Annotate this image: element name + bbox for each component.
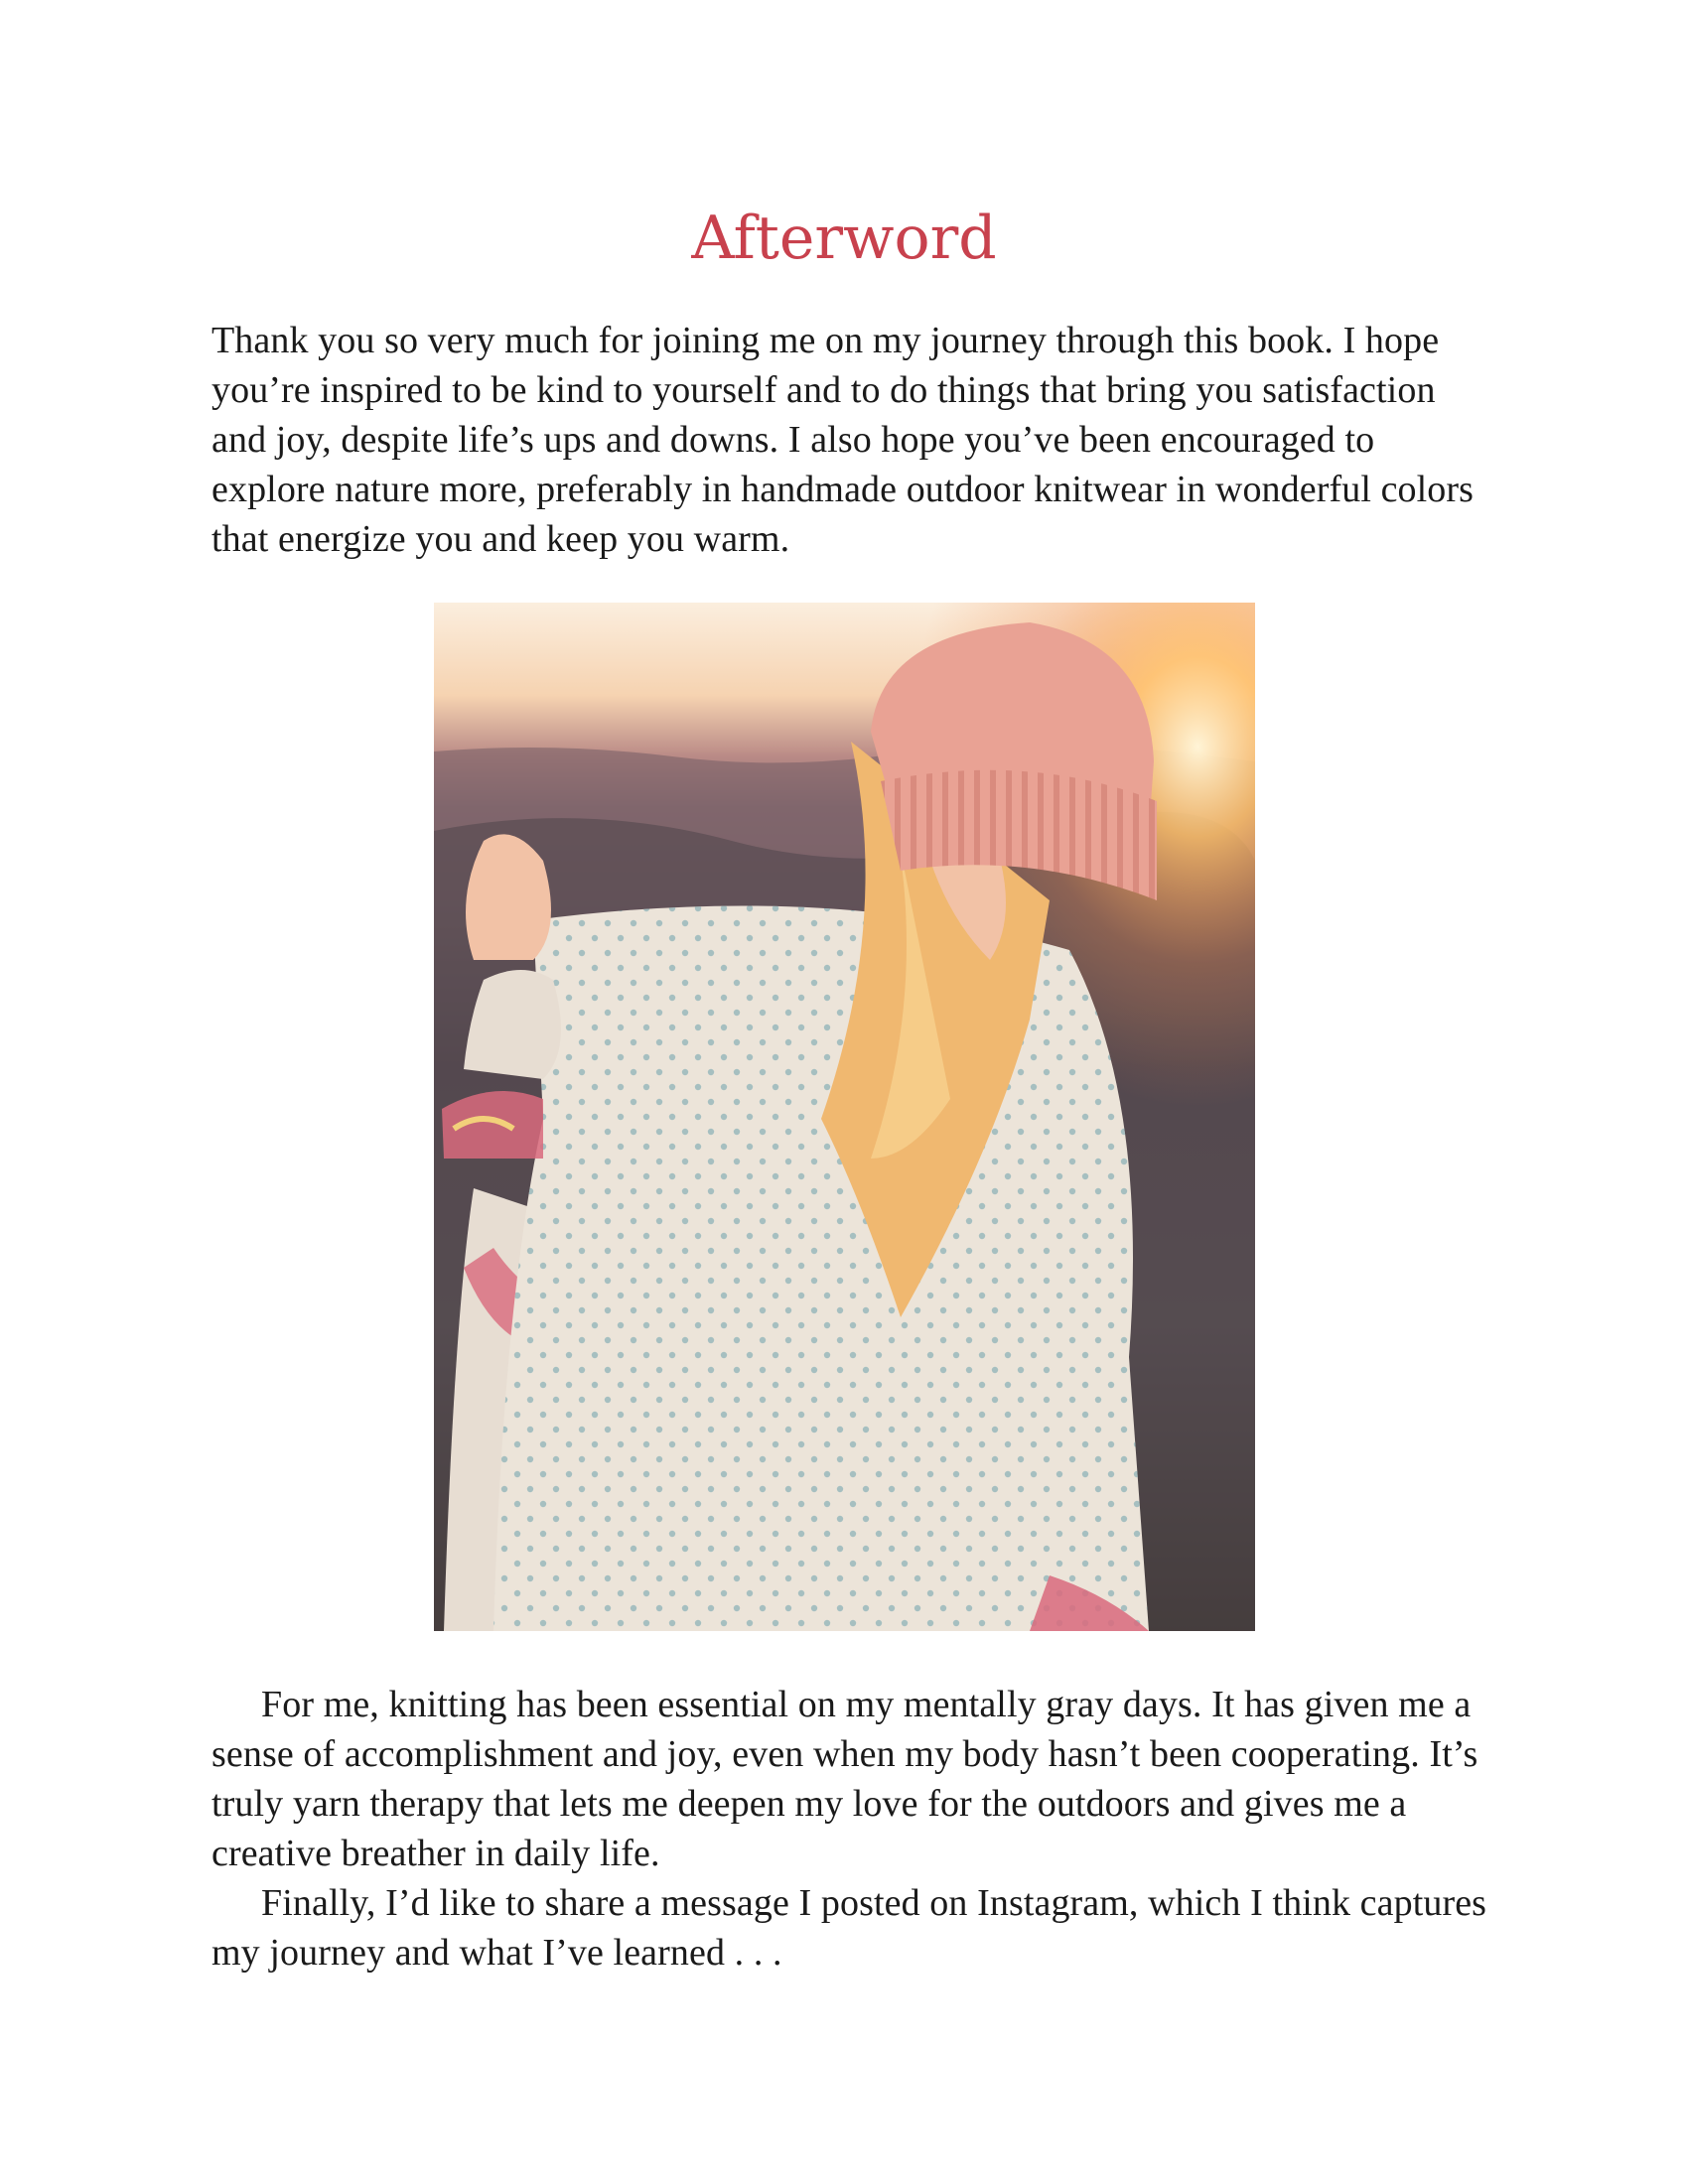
page-title: Afterword (691, 204, 997, 273)
instagram-paragraph: Finally, I’d like to share a message I posted on Instagram, which I think captures my journey and what I’ve learned . . . (211, 1882, 1487, 1974)
intro-paragraph: Thank you so very much for joining me on my journey through this book. I hope you’re inspired to be kind to yourself and to do things that bring you satisfaction and joy, despite life’s ups and downs. I also hope you’ve been encouraged to explore nature more, preferably in handmade outdoor knitwear in wonderful colors that energize you and keep you warm. (211, 320, 1475, 560)
photo-woman-knit-hat (434, 603, 1255, 1631)
knitting-paragraph: For me, knitting has been essential on my mentally gray days. It has given me a sense of accomplishment and joy, even when my body hasn’t been cooperating. It’s truly yarn therapy that lets me deepen my love for the outdoors and gives me a creative breather in daily life. (211, 1684, 1478, 1874)
photo-illustration (434, 603, 1255, 1631)
